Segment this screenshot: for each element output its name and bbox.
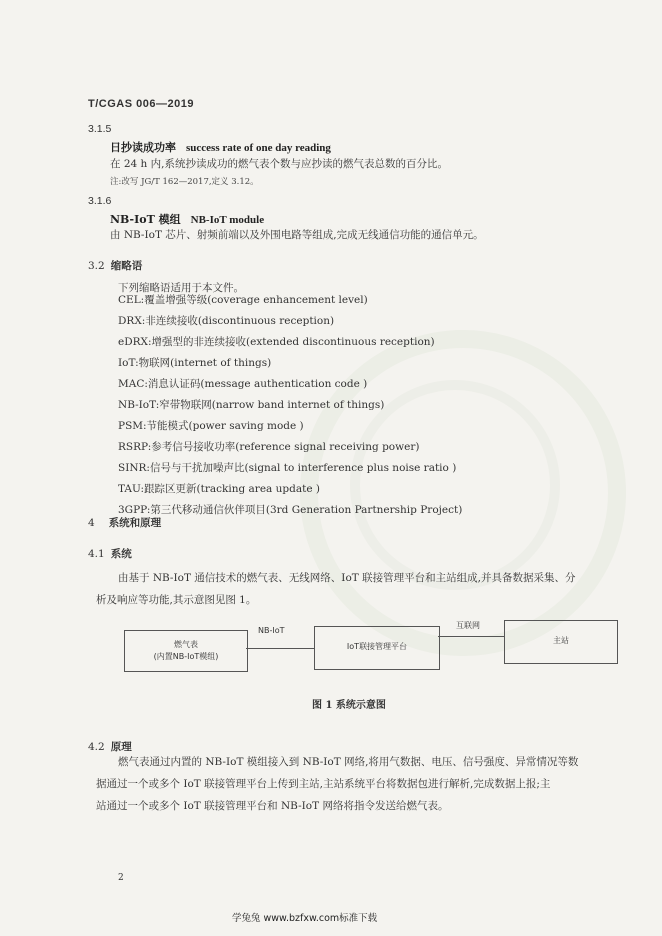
page-number: 2 [118,873,124,883]
master-station-box [504,620,618,664]
list-item: CEL:覆盖增强等级(coverage enhancement level) [118,294,368,306]
section-heading [88,258,142,273]
section-number: 4.1 [88,548,105,560]
term-note: 注:改写 JG/T 162—2017,定义 3.12。 [110,177,259,187]
paragraph-line: 析及响应等功能,其示意图见图 1。 [96,594,257,606]
section-title: 缩略语 [110,260,143,272]
paragraph-line: 由基于 NB-IoT 通信技术的燃气表、无线网络、IoT 联接管理平台和主站组成,并具备数据采集、分 [118,572,576,584]
term-zh: NB-IoT 模组 [110,213,181,226]
section-title: 原理 [110,741,132,753]
section-title: 系统 [110,548,132,560]
list-item: TAU:跟踪区更新(tracking area update ) [118,483,320,495]
figure-caption: 图 1 系统示意图 [312,700,386,711]
section-heading [88,515,161,530]
term-zh: 日抄读成功率 [110,141,176,154]
list-item: MAC:消息认证码(message authentication code ) [118,378,368,390]
term-en: success rate of one day reading [186,142,331,154]
term-heading [110,211,264,227]
standard-code: T/CGAS 006—2019 [88,98,194,110]
paragraph-line: 据通过一个或多个 IoT 联接管理平台上传到主站,主站系统平台将数据包进行解析,完成数据上报;主 [96,778,551,790]
term-heading [110,139,331,155]
list-item: eDRX:增强型的非连续接收(extended discontinuous reception) [118,336,435,348]
nbiot-link-label: NB-IoT [258,626,285,635]
list-item: SINR:信号与干扰加噪声比(signal to interference plus noise ratio ) [118,462,457,474]
section-title: 系统和原理 [108,517,162,529]
list-item: DRX:非连续接收(discontinuous reception) [118,315,335,327]
clause-number: 3.1.5 [88,123,112,135]
section-heading [88,739,132,754]
term-en: NB-IoT module [190,214,265,226]
list-item: RSRP:参考信号接收功率(reference signal receiving power) [118,441,420,453]
box-label: IoT联接管理平台 [346,642,408,651]
section-number: 4.2 [88,741,105,753]
iot-platform-box [314,626,440,670]
footer-source: 学兔兔 www.bzfxw.com标准下载 [232,913,378,924]
list-item: PSM:节能模式(power saving mode ) [118,420,304,432]
box-label: 主站 [553,636,569,645]
paragraph-line: 站通过一个或多个 IoT 联接管理平台和 NB-IoT 网络将指令发送给燃气表。 [96,800,449,812]
list-item: IoT:物联网(internet of things) [118,357,272,369]
list-item: NB-IoT:窄带物联网(narrow band internet of things) [118,399,385,411]
term-definition: 由 NB-IoT 芯片、射频前端以及外围电路等组成,完成无线通信功能的通信单元。 [110,229,484,241]
paragraph-line: 燃气表通过内置的 NB-IoT 模组接入到 NB-IoT 网络,将用气数据、电压、信号强度、异常情况等数 [118,756,579,768]
section-number: 4 [88,517,95,529]
box-label: 燃气表 [174,640,198,649]
section-number: 3.2 [88,260,105,272]
abbreviation-list [118,290,462,521]
internet-link-line [438,636,504,637]
term-definition: 在 24 h 内,系统抄读成功的燃气表个数与应抄读的燃气表总数的百分比。 [110,158,448,170]
list-item: 3GPP:第三代移动通信伙伴项目(3rd Generation Partnership Project) [118,504,463,516]
clause-number: 3.1.6 [88,195,112,207]
internet-link-label: 互联网 [456,621,480,630]
abbr-intro: 下列缩略语适用于本文件。 [118,282,244,294]
nbiot-link-line [246,648,314,649]
box-sublabel: (内置NB-IoT模组) [153,652,219,661]
section-heading [88,546,132,561]
gas-meter-box [124,630,248,672]
